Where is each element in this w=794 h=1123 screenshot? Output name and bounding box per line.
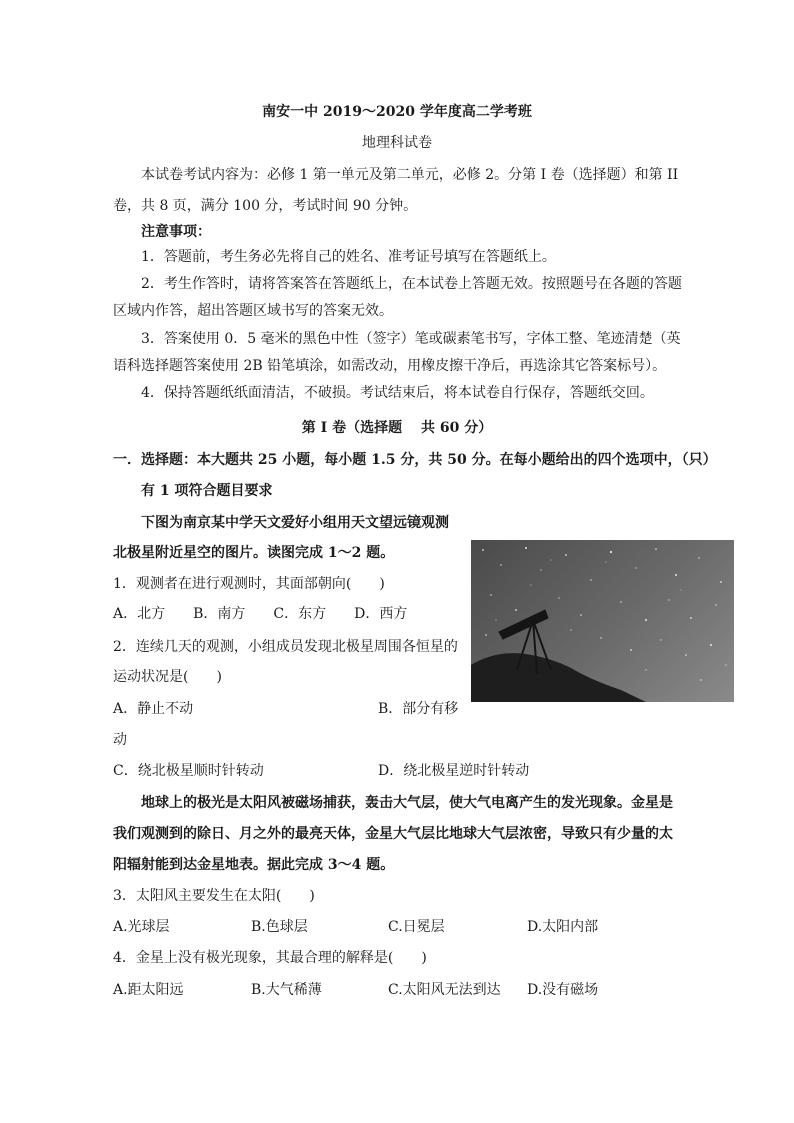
part1-title: 第 I 卷（选择题 共 60 分） xyxy=(301,420,493,436)
note-3-line-1: 3．答案使用 0．5 毫米的黑色中性（签字）笔或碳素笔书写，字体工整、笔迹清楚（英 xyxy=(141,331,681,347)
q2-option-b-continued: 动 xyxy=(113,732,127,748)
part1-instruction-line-1: 一．选择题：本大题共 25 小题，每小题 1.5 分，共 50 分。在每小题给出的四个选项中，（只） xyxy=(113,452,717,468)
exam-subtitle: 地理科试卷 xyxy=(362,135,432,151)
note-2-line-1: 2．考生作答时，请将答案答在答题纸上，在本试卷上答题无效。按照题号在各题的答题 xyxy=(141,276,682,292)
stem1-line-2: 北极星附近星空的图片。读图完成 1～2 题。 xyxy=(113,545,395,561)
intro-line-1: 本试卷考试内容为：必修 1 第一单元及第二单元，必修 2。分第 I 卷（选择题）和第 II xyxy=(141,167,679,183)
q4-option-d: D.没有磁场 xyxy=(527,982,599,998)
q1-text: 1．观测者在进行观测时，其面部朝向( ) xyxy=(113,576,385,592)
intro-line-2: 卷，共 8 页，满分 100 分，考试时间 90 分钟。 xyxy=(113,198,418,214)
notes-title: 注意事项： xyxy=(141,224,211,240)
q4-text: 4．金星上没有极光现象，其最合理的解释是( ) xyxy=(113,950,427,966)
q2-option-d: D．绕北极星逆时针转动 xyxy=(378,763,530,779)
q2-line-1: 2．连续几天的观测，小组成员发现北极星周围各恒星的 xyxy=(113,639,458,655)
note-3-line-2: 语科选择题答案使用 2B 铅笔填涂，如需改动，用橡皮擦干净后，再选涂其它答案标号）。 xyxy=(113,358,667,374)
q3-option-c: C.日冕层 xyxy=(388,919,445,935)
q3-option-b: B.色球层 xyxy=(251,919,308,935)
q3-option-d: D.太阳内部 xyxy=(527,919,599,935)
q1-options: A．北方 B．南方 C．东方 D．西方 xyxy=(113,606,408,622)
telescope-starfield-photo xyxy=(471,540,734,702)
note-2-line-2: 区域内作答，超出答题区域书写的答案无效。 xyxy=(113,303,393,319)
q2-option-c: C．绕北极星顺时针转动 xyxy=(113,763,264,779)
stem2-line-3: 阳辐射能到达金星地表。据此完成 3～4 题。 xyxy=(113,857,395,873)
q4-option-a: A.距太阳远 xyxy=(113,982,184,998)
stem2-line-1: 地球上的极光是太阳风被磁场捕获，轰击大气层，使大气电离产生的发光现象。金星是 xyxy=(141,795,673,811)
exam-title: 南安一中 2019～2020 学年度高二学考班 xyxy=(262,104,532,120)
note-4: 4．保持答题纸纸面清洁，不破损。考试结束后，将本试卷自行保存，答题纸交回。 xyxy=(141,385,654,401)
q4-option-c: C.太阳风无法到达 xyxy=(388,982,501,998)
stem1-line-1: 下图为南京某中学天文爱好小组用天文望远镜观测 xyxy=(141,515,449,531)
q4-option-b: B.大气稀薄 xyxy=(251,982,322,998)
q3-option-a: A.光球层 xyxy=(113,919,170,935)
q3-text: 3．太阳风主要发生在太阳( ) xyxy=(113,888,315,904)
q2-line-2: 运动状况是( ) xyxy=(113,669,222,685)
q2-option-b: B．部分有移 xyxy=(378,701,459,717)
stem2-line-2: 我们观测到的除日、月之外的最亮天体，金星大气层比地球大气层浓密，导致只有少量的太 xyxy=(113,826,673,842)
note-1: 1．答题前，考生务必先将自己的姓名、准考证号填写在答题纸上。 xyxy=(141,249,556,265)
part1-instruction-line-2: 有 1 项符合题目要求 xyxy=(141,483,273,499)
q2-option-a: A．静止不动 xyxy=(113,701,194,717)
